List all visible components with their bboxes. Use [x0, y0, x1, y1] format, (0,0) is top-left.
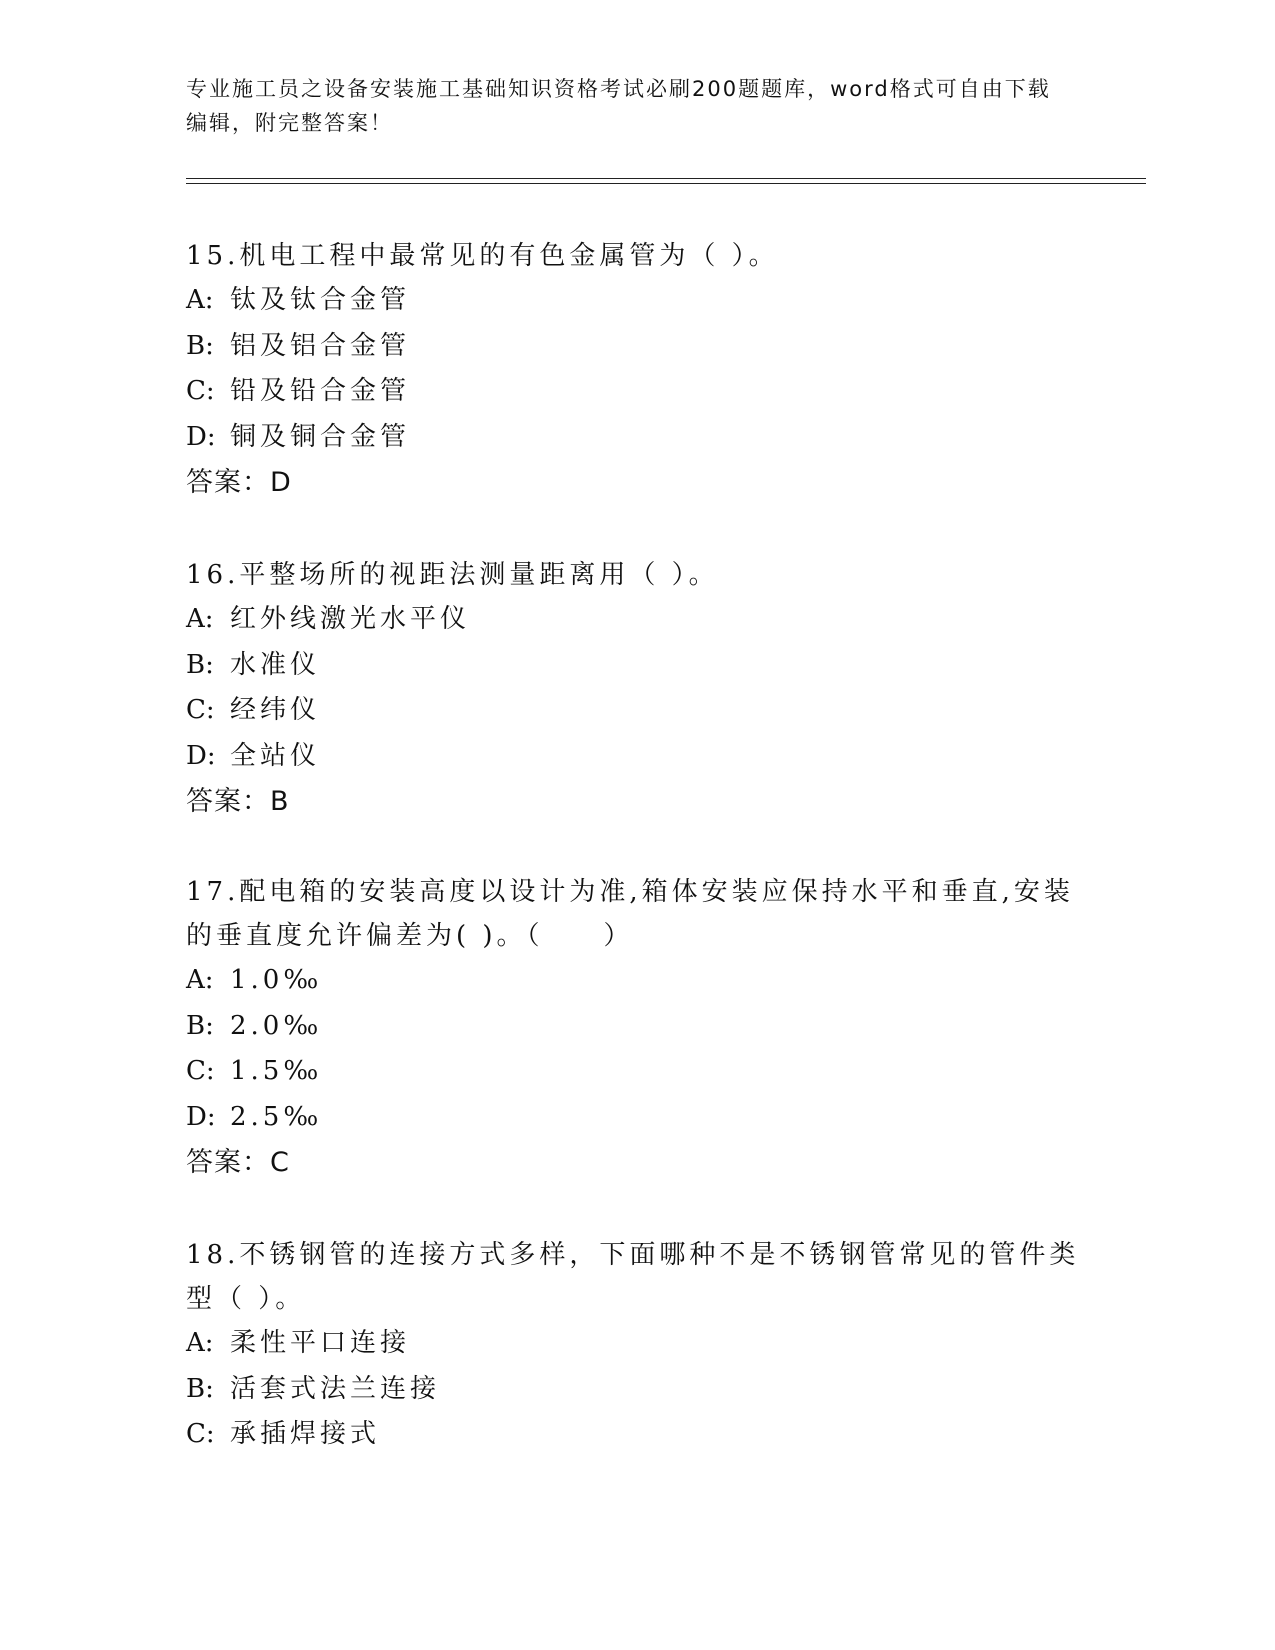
header-text: 专业施工员之设备安装施工基础知识资格考试必刷200题题库，word格式可自由下载编辑，附完整答案！ [186, 77, 1051, 135]
option-letter: D: [186, 421, 216, 452]
option-text: 1.0‰ [230, 965, 323, 995]
option-b [186, 643, 1086, 689]
option-text: 钛及钛合金管 [230, 285, 411, 315]
option-a [186, 278, 1086, 324]
option-c [186, 1412, 1086, 1458]
option-letter: C: [186, 1056, 215, 1086]
option-letter: B: [186, 1373, 214, 1404]
option-letter: A: [186, 1328, 214, 1358]
question-title: 17.配电箱的安装高度以设计为准,箱体安装应保持水平和垂直,安装的垂直度允许偏差为( )。（ ） [186, 877, 1074, 951]
option-letter: A: [186, 285, 214, 315]
option-text: 活套式法兰连接 [230, 1373, 441, 1404]
option-text: 红外线激光水平仪 [230, 604, 471, 634]
option-letter: A: [186, 604, 214, 634]
question-18 [186, 1233, 1086, 1458]
question-16 [186, 553, 1086, 824]
option-text: 铅及铅合金管 [230, 376, 411, 406]
option-text: 铝及铝合金管 [230, 330, 411, 361]
option-text: 承插焊接式 [230, 1419, 381, 1449]
option-text: 2.5‰ [230, 1101, 323, 1132]
option-text: 经纬仪 [230, 695, 321, 725]
option-d [186, 734, 1086, 780]
document-header [186, 72, 1066, 140]
option-letter: A: [186, 965, 214, 995]
option-a [186, 1321, 1086, 1367]
question-17 [186, 870, 1086, 1185]
option-text: 柔性平口连接 [230, 1328, 411, 1358]
option-letter: B: [186, 330, 214, 361]
option-text: 全站仪 [230, 740, 321, 771]
question-title: 18.不锈钢管的连接方式多样，下面哪种不是不锈钢管常见的管件类型（ ）。 [186, 1240, 1080, 1314]
question-title: 15.机电工程中最常见的有色金属管为（ ）。 [186, 241, 779, 271]
option-d [186, 415, 1086, 461]
answer: 答案：C [186, 1147, 290, 1178]
option-letter: C: [186, 695, 215, 725]
option-b [186, 1367, 1086, 1413]
header-divider-bottom [186, 183, 1146, 184]
option-text: 水准仪 [230, 649, 321, 680]
question-title: 16.平整场所的视距法测量距离用（ ）。 [186, 560, 719, 590]
option-text: 2.0‰ [230, 1010, 323, 1041]
answer: 答案：D [186, 467, 292, 498]
option-b [186, 1004, 1086, 1050]
option-letter: C: [186, 376, 215, 406]
option-b [186, 324, 1086, 370]
option-c [186, 1049, 1086, 1095]
option-letter: C: [186, 1419, 215, 1449]
option-text: 铜及铜合金管 [230, 421, 411, 452]
option-c [186, 688, 1086, 734]
header-divider-top [186, 178, 1146, 179]
option-c [186, 369, 1086, 415]
option-letter: D: [186, 1101, 216, 1132]
option-text: 1.5‰ [230, 1056, 323, 1086]
option-letter: D: [186, 740, 216, 771]
answer: 答案：B [186, 786, 290, 817]
option-letter: B: [186, 1010, 214, 1041]
option-d [186, 1095, 1086, 1141]
option-a [186, 597, 1086, 643]
question-15 [186, 234, 1086, 505]
option-a [186, 958, 1086, 1004]
option-letter: B: [186, 649, 214, 680]
